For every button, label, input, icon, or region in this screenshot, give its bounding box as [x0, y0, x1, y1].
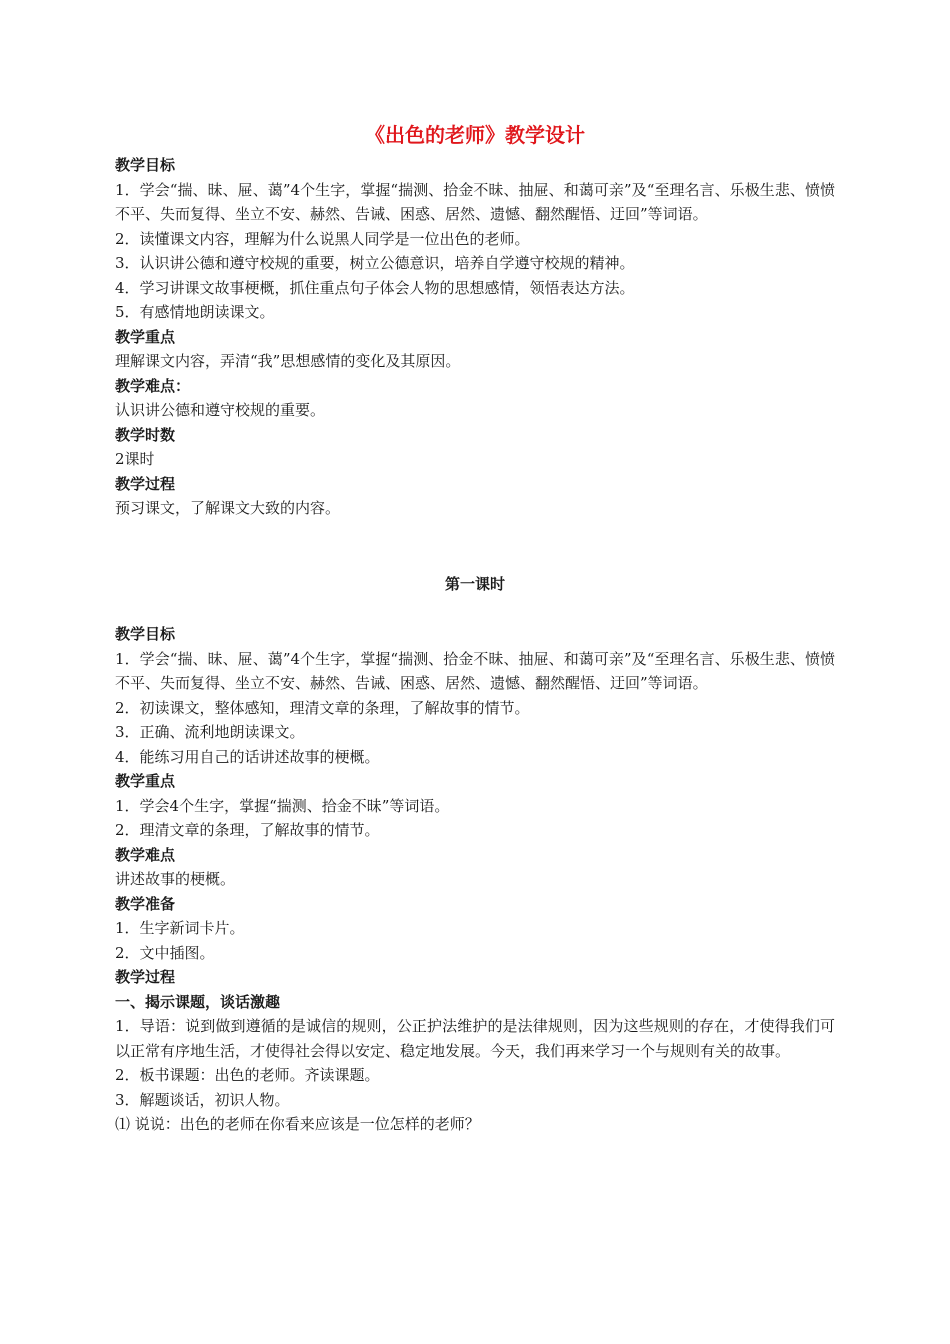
process-text: 预习课文，了解课文大致的内容。	[115, 499, 341, 517]
process-item: 2．板书课题：出色的老师。齐读课题。	[115, 1066, 380, 1084]
section-overview	[115, 153, 835, 521]
heading-preparation: 教学准备	[115, 894, 176, 913]
heading-key-points: 教学重点	[115, 327, 176, 346]
heading-process: 教学过程	[115, 968, 176, 986]
difficulty-text: 讲述故事的梗概。	[115, 870, 236, 888]
goal-item: 2．读懂课文内容，理解为什么说黑人同学是一位出色的老师。	[115, 229, 530, 248]
process-item: 3．解题谈话，初识人物。	[115, 1090, 290, 1109]
heading-difficulty: 教学难点	[115, 845, 176, 864]
heading-difficulty: 教学难点：	[115, 376, 191, 395]
key-point-item: 1．学会4个生字，掌握“揣测、拾金不昧”等词语。	[115, 796, 450, 815]
heading-class-hours: 教学时数	[115, 425, 176, 444]
heading-key-points: 教学重点	[115, 772, 176, 790]
process-item: 1．导语：说到做到遵循的是诚信的规则，公正护法维护的是法律规则，因为这些规则的存在，才使得我们可以正常有序地生活，才使得社会得以安定、稳定地发展。今天，我们再来学习一个与规则有关的故事。	[115, 1017, 835, 1060]
preparation-item: 1．生字新词卡片。	[115, 919, 245, 937]
preparation-item: 2．文中插图。	[115, 943, 215, 962]
goal-item: 2．初读课文，整体感知，理清文章的条理，了解故事的情节。	[115, 698, 530, 717]
goal-item: 4．能练习用自己的话讲述故事的梗概。	[115, 747, 380, 766]
heading-process: 教学过程	[115, 474, 176, 493]
heading-part-one: 一、揭示课题，谈话激趣	[115, 992, 281, 1011]
goal-item: 4．学习讲课文故事梗概，抓住重点句子体会人物的思想感情，领悟表达方法。	[115, 278, 635, 297]
process-item: ⑴ 说说：出色的老师在你看来应该是一位怎样的老师？	[115, 1115, 480, 1133]
document-body	[115, 120, 835, 1137]
heading-teaching-goals: 教学目标	[115, 625, 176, 643]
goal-item: 1．学会“揣、昧、屉、蔼”4个生字，掌握“揣测、拾金不昧、抽屉、和蔼可亲”及“至理名言、乐极生悲、愤愤不平、失而复得、坐立不安、赫然、告诫、困惑、居然、遗憾、翻然醒悟、迂回”等词语。	[115, 649, 835, 692]
document-title: 《出色的老师》教学设计	[365, 123, 585, 147]
heading-teaching-goals: 教学目标	[115, 156, 176, 174]
goal-item: 1．学会“揣、昧、屉、蔼”4个生字，掌握“揣测、拾金不昧、抽屉、和蔼可亲”及“至理名言、乐极生悲、愤愤不平、失而复得、坐立不安、赫然、告诫、困惑、居然、遗憾、翻然醒悟、迂回”等词语。	[115, 180, 835, 223]
key-point-text: 理解课文内容，弄清“我”思想感情的变化及其原因。	[115, 352, 461, 370]
goal-item: 3．正确、流利地朗读课文。	[115, 723, 305, 741]
section-lesson-one	[115, 622, 835, 1137]
goal-item: 5．有感情地朗读课文。	[115, 303, 275, 321]
lesson-one-title: 第一课时	[444, 574, 505, 593]
class-hours-text: 2课时	[115, 450, 155, 468]
difficulty-text: 认识讲公德和遵守校规的重要。	[115, 401, 326, 419]
goal-item: 3．认识讲公德和遵守校规的重要，树立公德意识，培养自学遵守校规的精神。	[115, 254, 635, 272]
key-point-item: 2．理清文章的条理，了解故事的情节。	[115, 821, 380, 839]
